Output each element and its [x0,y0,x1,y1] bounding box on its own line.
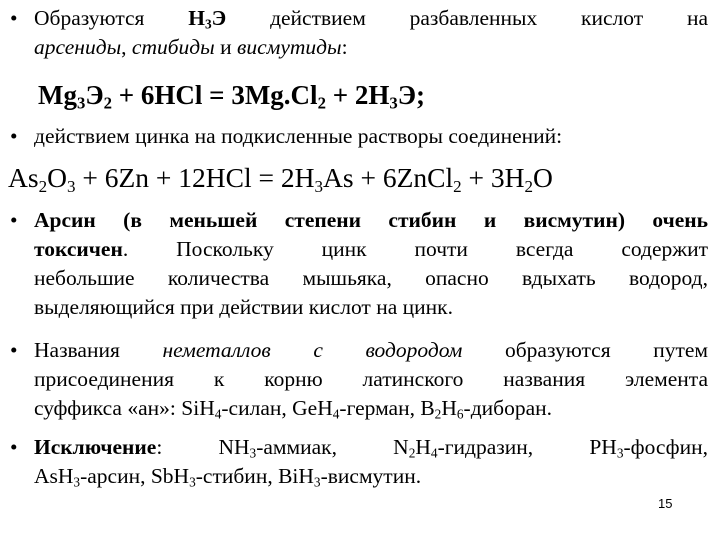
equation-2: $As_2O_3 + 6Zn + 12HCl = 2H_3As$ + 6ZnCl$_2$ + $3H_2O$ [8,162,553,196]
bullet-3-line-2: токсичен. Поскольку цинк почти всегда содержит [34,237,708,261]
bullet-1-line-1: Образуются $H_3Э$ действием разбавленных кислот на [34,6,709,32]
page-number: 15 [658,496,673,511]
bullet-3-line-3: небольшие количества мышьяка, опасно вдыхать водород, [34,266,708,290]
bullet-item-4 [10,336,708,423]
bullet-marker: • [10,208,18,232]
bullet-4-line-3: суффикса «ан»: SiH$_4$-силан, GeH$_4$-герман, $B_2H_6$-диборан. [34,396,553,422]
bullet-marker: • [10,124,18,148]
bullet-item-5 [10,433,708,491]
bullet-marker: • [10,435,18,459]
bullet-3-line-1: Арсин (в меньшей степени стибин и висмутин) очень [34,208,708,232]
bullet-5-line-1: Исключение: $NH_3$-аммиак, $N_2H_4$-гидразин, $PH_3$-фосфин, [34,435,708,461]
bullet-3-line-4: выделяющийся при действии кислот на цинк. [34,295,453,319]
bullet-item-2 [10,122,708,151]
bullet-marker: • [10,6,18,30]
bullet-5-line-2: AsH$_3$-арсин, SbH$_3$-стибин, BiH$_3$-висмутин. [34,464,422,490]
bullet-4-line-1: Названия неметаллов с водородом образуются путем [34,338,708,362]
equation-1: $Mg_3Э_2 + 6HCl = 3Mg.Cl_2 + 2H_3Э$; [38,80,426,113]
bullet-item-1 [10,4,708,62]
bullet-2-text: действием цинка на подкисленные растворы соединений: [34,124,563,148]
bullet-marker: • [10,338,18,362]
bullet-item-3 [10,206,708,322]
bullet-4-line-2: присоединения к корню латинского названия элемента [34,367,708,391]
bullet-1-line-2: арсениды, стибиды и висмутиды: [34,35,348,59]
